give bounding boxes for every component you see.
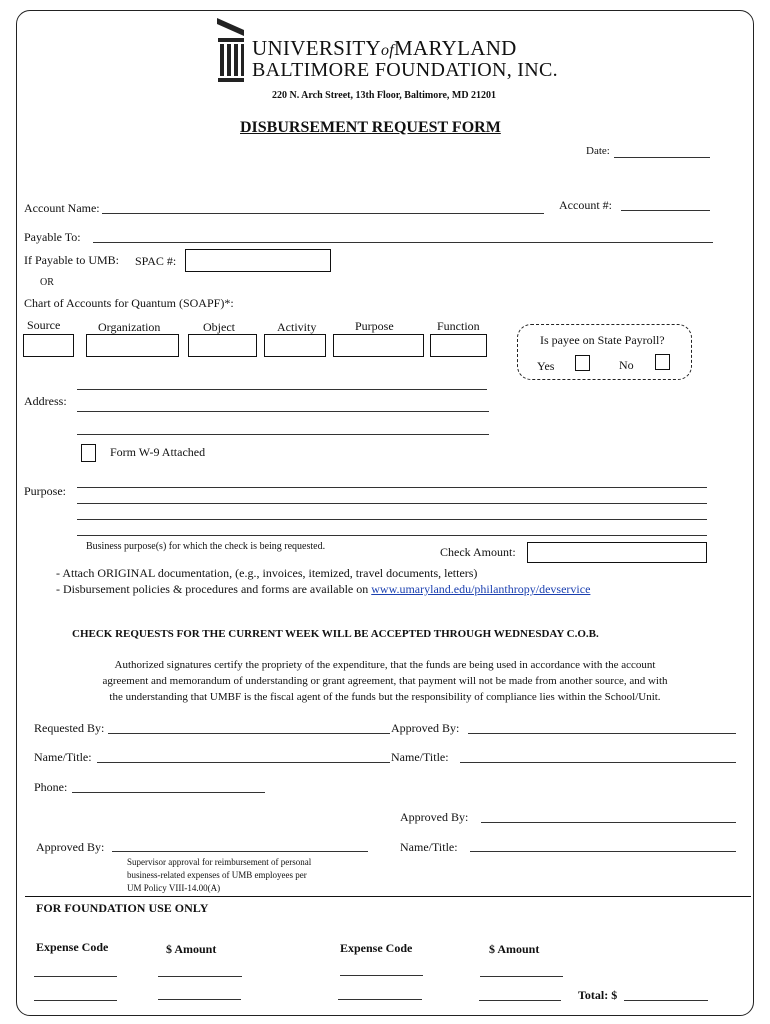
payroll-no-label: No xyxy=(619,358,634,372)
name-title-field-2[interactable] xyxy=(460,762,736,763)
name-title-label-3: Name/Title: xyxy=(400,840,458,854)
soapf-label: Chart of Accounts for Quantum (SOAPF)*: xyxy=(24,296,234,310)
approved-by-label-2: Approved By: xyxy=(400,810,469,824)
org-name-line1: UNIVERSITYofMARYLAND xyxy=(252,36,517,60)
supervisor-approved-by-field[interactable] xyxy=(112,851,368,852)
supervisor-note-1: Supervisor approval for reimbursement of personal xyxy=(127,857,312,867)
expense-code-field-2b[interactable] xyxy=(338,999,422,1000)
note-policies: - Disbursement policies & procedures and forms are available on www.umaryland.edu/philanthropy/devservice xyxy=(56,582,591,596)
amount-field-1a[interactable] xyxy=(158,976,242,977)
account-name-label: Account Name: xyxy=(24,201,100,215)
account-number-field[interactable] xyxy=(621,210,710,211)
expense-code-field-2a[interactable] xyxy=(340,975,423,976)
spac-label: SPAC #: xyxy=(135,254,177,268)
org-name-line2: BALTIMORE FOUNDATION, INC. xyxy=(252,59,558,81)
address-line-3[interactable] xyxy=(77,434,489,435)
amount-field-1b[interactable] xyxy=(158,999,241,1000)
purpose-hint: Business purpose(s) for which the check is being requested. xyxy=(86,541,326,552)
supervisor-note-2: business-related expenses of UMB employees per xyxy=(127,870,307,880)
name-title-label-1: Name/Title: xyxy=(34,750,92,764)
policies-link[interactable]: www.umaryland.edu/philanthropy/devservice xyxy=(371,582,591,596)
note-original-documentation: - Attach ORIGINAL documentation, (e.g., invoices, itemized, travel documents, letters) xyxy=(56,566,478,580)
payable-to-field[interactable] xyxy=(93,242,713,243)
certification-line-2: agreement and memorandum of understanding or grant agreement, that payment will not be made from another source, and with xyxy=(102,675,668,687)
certification-line-1: Authorized signatures certify the propriety of the expenditure, that the funds are being used in accordance with the account xyxy=(114,659,656,671)
umb-label: If Payable to UMB: xyxy=(24,253,119,267)
payroll-yes-checkbox[interactable] xyxy=(575,355,590,371)
approved-by-field-1[interactable] xyxy=(468,733,736,734)
payroll-no-checkbox[interactable] xyxy=(655,354,670,370)
supervisor-approved-by-label: Approved By: xyxy=(36,840,105,854)
soapf-object-input[interactable] xyxy=(188,334,257,357)
expense-code-header-2: Expense Code xyxy=(340,941,413,955)
foundation-heading: FOR FOUNDATION USE ONLY xyxy=(36,901,209,915)
university-logo-icon xyxy=(216,16,246,88)
check-amount-input[interactable] xyxy=(527,542,707,563)
soapf-header-purpose: Purpose xyxy=(355,319,394,333)
date-label: Date: xyxy=(586,145,610,157)
expense-code-header-1: Expense Code xyxy=(36,940,109,954)
check-amount-label: Check Amount: xyxy=(440,545,516,559)
expense-code-field-1b[interactable] xyxy=(34,1000,117,1001)
payable-to-label: Payable To: xyxy=(24,230,81,244)
w9-label: Form W-9 Attached xyxy=(110,445,206,459)
spac-input[interactable] xyxy=(185,249,331,272)
purpose-line-1[interactable] xyxy=(77,487,707,488)
soapf-purpose-input[interactable] xyxy=(333,334,424,357)
address-label: Address: xyxy=(24,394,67,408)
amount-header-2: $ Amount xyxy=(489,942,540,956)
soapf-header-function: Function xyxy=(437,319,480,333)
phone-label: Phone: xyxy=(34,780,68,794)
address-line-1[interactable] xyxy=(77,389,487,390)
amount-header-1: $ Amount xyxy=(166,942,217,956)
account-number-label: Account #: xyxy=(559,198,612,212)
account-name-field[interactable] xyxy=(102,213,544,214)
state-payroll-question: Is payee on State Payroll? xyxy=(540,333,665,347)
purpose-label: Purpose: xyxy=(24,484,66,498)
expense-code-field-1a[interactable] xyxy=(34,976,117,977)
total-label: Total: $ xyxy=(578,988,618,1002)
or-label: OR xyxy=(40,277,54,288)
requested-by-field[interactable] xyxy=(108,733,390,734)
amount-field-2a[interactable] xyxy=(480,976,563,977)
soapf-function-input[interactable] xyxy=(430,334,487,357)
soapf-header-source: Source xyxy=(27,318,61,332)
name-title-label-2: Name/Title: xyxy=(391,750,449,764)
purpose-line-3[interactable] xyxy=(77,519,707,520)
foundation-divider xyxy=(25,896,751,897)
w9-checkbox[interactable] xyxy=(81,444,96,462)
payroll-yes-label: Yes xyxy=(537,359,555,373)
approved-by-label-1: Approved By: xyxy=(391,721,460,735)
name-title-field-1[interactable] xyxy=(97,762,390,763)
certification-line-3: the understanding that UMBF is the fiscal agent of the funds but the responsibility of compliance lies within the School/Unit. xyxy=(109,691,661,703)
soapf-source-input[interactable] xyxy=(23,334,74,357)
soapf-activity-input[interactable] xyxy=(264,334,326,357)
soapf-header-activity: Activity xyxy=(277,320,317,334)
org-address: 220 N. Arch Street, 13th Floor, Baltimore, MD 21201 xyxy=(272,90,497,101)
phone-field[interactable] xyxy=(72,792,265,793)
address-line-2[interactable] xyxy=(77,411,489,412)
approved-by-field-2[interactable] xyxy=(481,822,736,823)
supervisor-note-3: UM Policy VIII-14.00(A) xyxy=(127,883,221,893)
name-title-field-3[interactable] xyxy=(470,851,736,852)
soapf-organization-input[interactable] xyxy=(86,334,179,357)
purpose-line-4[interactable] xyxy=(77,535,707,536)
deadline-notice: CHECK REQUESTS FOR THE CURRENT WEEK WILL BE ACCEPTED THROUGH WEDNESDAY C.O.B. xyxy=(72,628,599,640)
purpose-line-2[interactable] xyxy=(77,503,707,504)
total-field[interactable] xyxy=(624,1000,708,1001)
amount-field-2b[interactable] xyxy=(479,1000,561,1001)
date-field[interactable] xyxy=(614,157,710,158)
form-title: DISBURSEMENT REQUEST FORM xyxy=(240,119,501,136)
soapf-header-object: Object xyxy=(203,320,235,334)
requested-by-label: Requested By: xyxy=(34,721,105,735)
soapf-header-organization: Organization xyxy=(98,320,161,334)
